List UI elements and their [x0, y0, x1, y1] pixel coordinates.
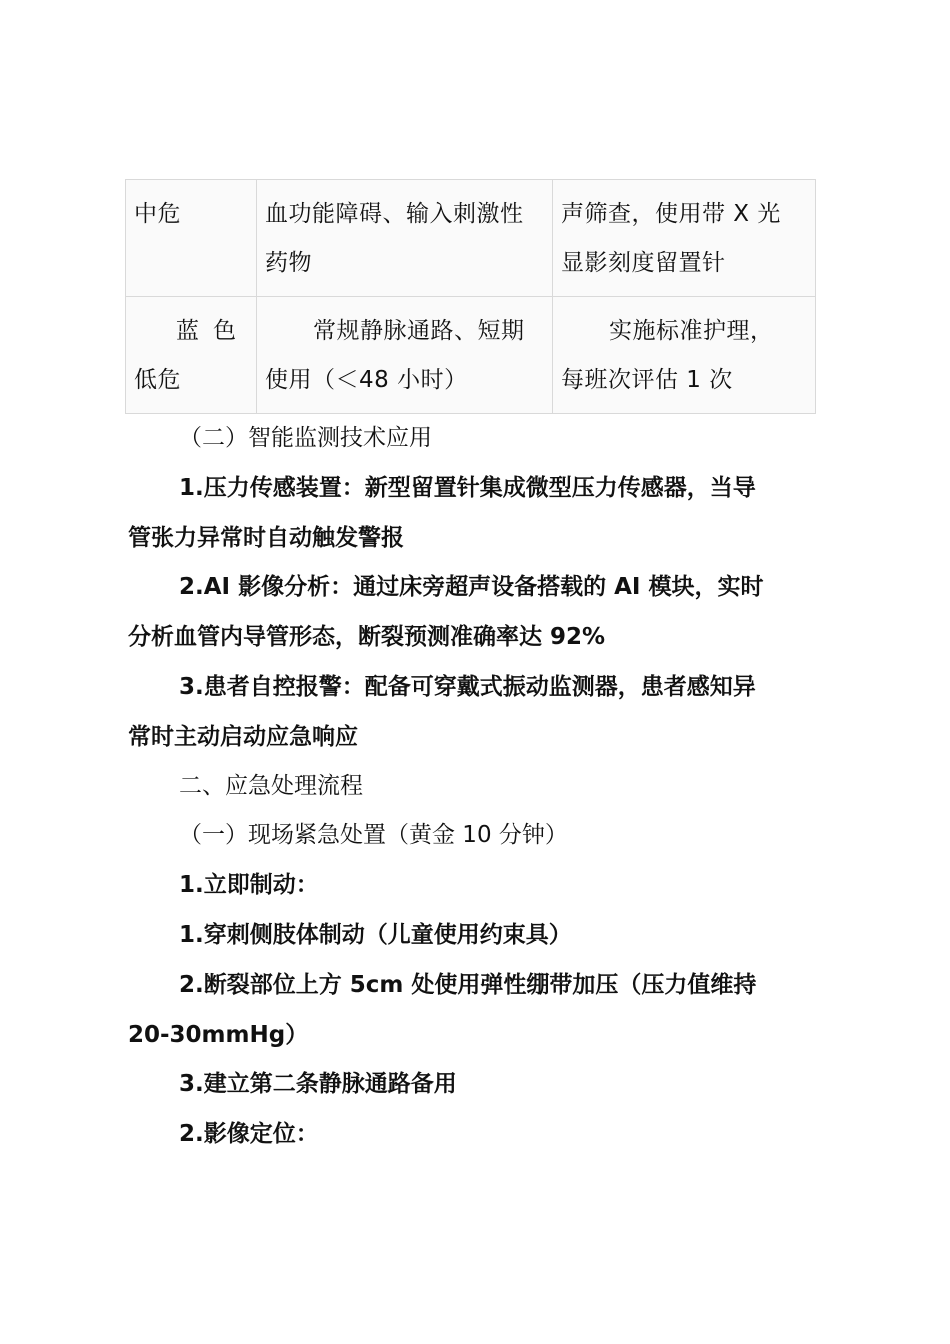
risk-level-text: 中危 — [134, 201, 181, 227]
risk-level-cell — [126, 297, 257, 414]
ai-imaging-paragraph: 2.AI 影像分析：通过床旁超声设备搭载的 AI 模块，实时 分析血管内导管形态，断裂预测准确率达 92% — [128, 574, 764, 650]
table-row — [126, 297, 816, 414]
risk-measure-cell — [553, 180, 816, 297]
bandage-item: 2.断裂部位上方 5cm 处使用弹性绷带加压（压力值维持 20-30mmHg） — [128, 972, 757, 1048]
onsite-response-heading: （一）现场紧急处置（黄金 10 分钟） — [179, 822, 568, 848]
risk-level-cell — [126, 180, 257, 297]
risk-measure-text: 显影刻度留置针 — [561, 250, 726, 276]
pressure-sensor-paragraph: 1.压力传感装置：新型留置针集成微型压力传感器，当导 管张力异常时自动触发警报 — [128, 475, 756, 551]
limb-brake-item: 1.穿刺侧肢体制动（儿童使用约束具） — [179, 922, 572, 948]
risk-condition-text: 血功能障碍、输入刺激性 — [265, 201, 524, 227]
risk-measure-cell — [553, 297, 816, 414]
risk-measure-text: 声筛查，使用带 X 光 — [561, 201, 781, 227]
risk-condition-text: 常规静脉通路、短期 — [313, 318, 525, 344]
risk-condition-cell — [257, 180, 553, 297]
patient-alarm-paragraph: 3.患者自控报警：配备可穿戴式振动监测器，患者感知异 常时主动启动应急响应 — [128, 674, 756, 750]
table-row — [126, 180, 816, 297]
immediate-brake-item: 1.立即制动： — [179, 872, 319, 898]
emergency-process-heading: 二、应急处理流程 — [179, 773, 363, 799]
risk-condition-text: 药物 — [265, 250, 312, 276]
risk-measure-text: 实施标准护理， — [609, 318, 774, 344]
risk-condition-text: 使用（＜48 小时） — [265, 367, 468, 393]
second-access-item: 3.建立第二条静脉通路备用 — [179, 1071, 457, 1097]
risk-color-text: 蓝色 — [176, 318, 250, 344]
risk-level-table — [125, 179, 816, 414]
risk-level-text: 低危 — [134, 367, 181, 393]
risk-measure-text: 每班次评估 1 次 — [561, 367, 733, 393]
imaging-locate-item: 2.影像定位： — [179, 1121, 319, 1147]
smart-monitoring-heading: （二）智能监测技术应用 — [179, 425, 432, 451]
risk-condition-cell — [257, 297, 553, 414]
